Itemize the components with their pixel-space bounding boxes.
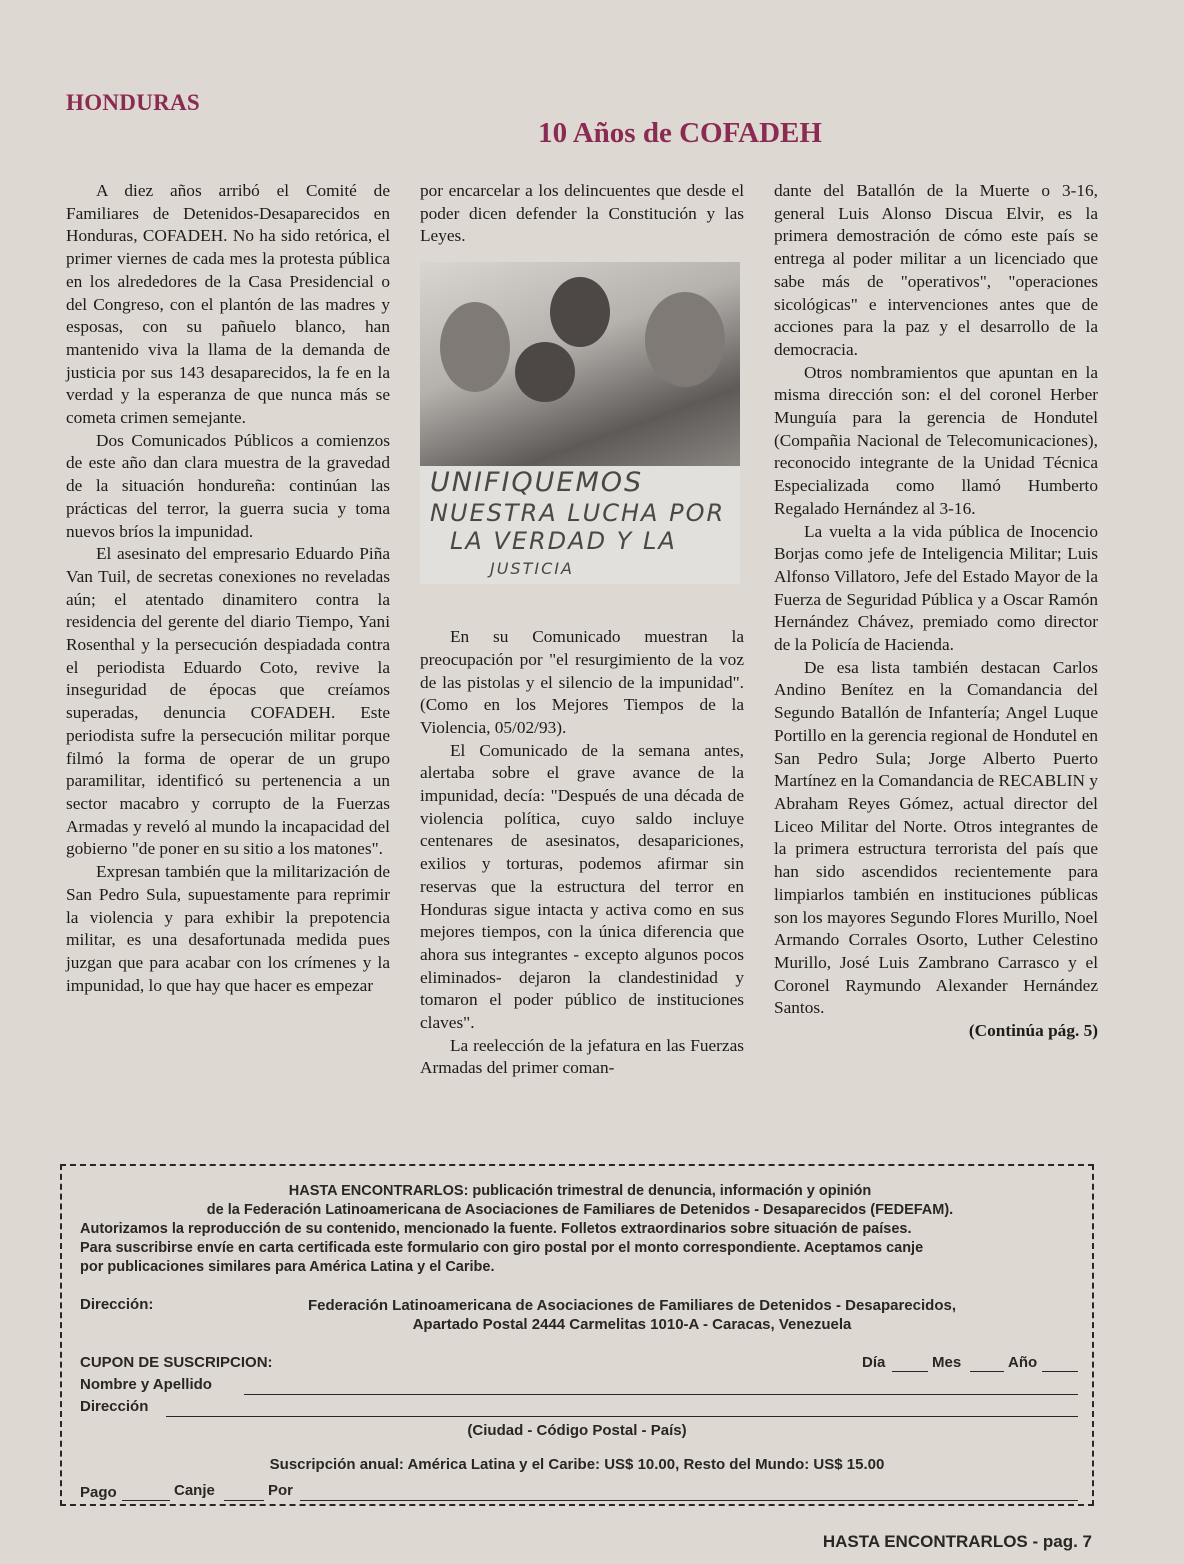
paragraph: El Comunicado de la semana antes, alertaba sobre el grave avance de la impunidad, decía: "Después de una década de violencia política, cuyo saldo incluye centenares de asesinatos, desapariciones, exilios y torturas, podemos afirmar sin reservas que la estructura del terror en Honduras sigue intacta y activa como en sus mejores tiempos, con la única diferencia que ahora sus integrantes - excepto algunos pocos eliminados- dejaron la clandestinidad y tomaron el poder público de instituciones claves".: [420, 740, 744, 1033]
coupon-line: Para suscribirse envíe en carta certificada este formulario con giro postal por el monto correspondiente. Aceptamos canje: [80, 1240, 924, 1256]
paragraph: El asesinato del empresario Eduardo Piña Van Tuil, de secretas conexiones no reveladas aún; el atentado dinamitero contra la residencia del gerente del diario Tiempo, Yani Rosenthal y la persecución despiadada contra el periodista Eduardo Coto, revive la inseguridad de épocas que creíamos superadas, denuncia COFADEH. Este periodista sufre la persecución militar porque filmó la forma de operar de un grupo paramilitar, identificó su pertenencia a un sector macabro y corrupto de la Fuerzas Armadas y reveló al mundo la incapacidad del gobierno "de poner en su sitio a los matones".: [66, 544, 390, 859]
article-title: 10 Años de COFADEH: [538, 117, 822, 149]
coupon-line: por publicaciones similares para América Latina y el Caribe.: [80, 1259, 495, 1275]
address-field-label: Dirección: [80, 1398, 149, 1415]
month-label: Mes: [932, 1354, 962, 1371]
section-label: HONDURAS: [66, 90, 201, 115]
por-field[interactable]: [300, 1500, 1078, 1501]
pago-label: Pago: [80, 1484, 117, 1501]
coupon-intro: [80, 1182, 1080, 1277]
paragraph: La vuelta a la vida pública de Inocencio Borjas como jefe de Inteligencia Militar; Luis Alfonso Villatoro, Jefe del Estado Mayor de la Fuerza de Seguridad Pública y a Oscar Ramón Hernández Chávez, premiado como director de la Policía de Hacienda.: [774, 521, 1098, 655]
paragraph: dante del Batallón de la Muerte o 3-16, general Luis Alonso Discua Elvir, es la primera demostración de cómo este país se entrega al poder militar a un licenciado que sabe más de "operativos", "operaciones sicológicas" e intervenciones antes que de acciones para la paz y el desarrollo de la democracia.: [774, 181, 1098, 359]
address-line: Federación Latinoamericana de Asociaciones de Familiares de Detenidos - Desaparecidos,: [307, 1297, 956, 1314]
sign-text: JUSTICIA: [490, 559, 574, 579]
name-field[interactable]: [244, 1394, 1078, 1395]
paragraph: La reelección de la jefatura en las Fuerzas Armadas del primer coman-: [420, 1035, 744, 1078]
coupon-heading: CUPON DE SUSCRIPCION:: [80, 1354, 273, 1371]
paragraph: De esa lista también destacan Carlos Andino Benítez en la Comandancia del Segundo Batallón de Infantería; Angel Luque Portillo en la gerencia regional de Hondutel en San Pedro Sula; Jorge Alberto Puerto Martínez en la Comandancia de RECABLIN y Abraham Reyes Gómez, actual director del Liceo Militar del Norte. Otros integrantes de la primera estructura terrorista del país que han sido ascendidos recientemente para limpiarlos también en instituciones públicas son los mayores Segundo Flores Murillo, Noel Armando Corrales Osorto, Luther Celestino Murillo, José Luis Zambrano Carrasco y el Coronel Raymundo Alexander Hernández Santos.: [774, 657, 1098, 1018]
paragraph: Dos Comunicados Públicos a comienzos de este año dan clara muestra de la gravedad de la situación hondureña: continúan las prácticas del terror, la guerra sucia y toma nuevos bríos la impunidad.: [66, 430, 390, 541]
subscription-coupon: [60, 1164, 1094, 1506]
coupon-line: Autorizamos la reproducción de su contenido, mencionado la fuente. Folletos extraordinarios sobre situación de países.: [80, 1221, 912, 1237]
column-1: [66, 180, 390, 997]
paragraph: Otros nombramientos que apuntan en la misma dirección son: el del coronel Herber Munguía para la gerencia de Hondutel (Compañia Nacional de Telecomunicaciones), reconocido integrante de la Unidad Técnica Especializada como llamó Humberto Regalado Hernández al 3-16.: [774, 362, 1098, 518]
city-postal-note: (Ciudad - Código Postal - País): [467, 1422, 687, 1439]
column-3: [774, 180, 1098, 1043]
continued-note: (Continúa pág. 5): [968, 1021, 1098, 1041]
name-label: Nombre y Apellido: [80, 1376, 212, 1393]
day-label: Día: [862, 1354, 886, 1371]
month-field[interactable]: [970, 1371, 1004, 1372]
paragraph: Expresan también que la militarización de San Pedro Sula, supuestamente para reprimir la violencia y para exhibir la prepotencia militar, es una desafortunada medida pues juzgan que para acabar con los crímenes y la impunidad, lo que hay que hacer es empezar: [66, 862, 390, 995]
coupon-line: de la Federación Latinoamericana de Asociaciones de Familiares de Detenidos - Desaparecidos (FEDEFAM).: [206, 1202, 954, 1218]
mailing-address: [202, 1296, 1062, 1334]
paragraph: A diez años arribó el Comité de Familiares de Detenidos-Desaparecidos en Honduras, COFADEH. No ha sido retórica, el primer viernes de cada mes la protesta pública en los alrededores de la Casa Presidencial o del Congreso, con el plantón de las madres y esposas, con su pañuelo blanco, han mantenido viva la llama de la demanda de justicia por sus 143 desaparecidos, la fe en la verdad y la esperanza de que nunca más se cometa crimen semejante.: [66, 181, 390, 428]
sign-text: LA VERDAD Y LA: [450, 527, 677, 556]
coupon-line: HASTA ENCONTRARLOS: publicación trimestral de denuncia, información y opinión: [288, 1183, 872, 1199]
paragraph: En su Comunicado muestran la preocupación por "el resurgimiento de la voz de las pistolas y el silencio de la impunidad". (Como en los Mejores Tiempos de la Violencia, 05/02/93).: [420, 627, 744, 737]
address-field[interactable]: [166, 1416, 1078, 1417]
protest-sign: [420, 466, 740, 584]
year-label: Año: [1008, 1354, 1038, 1371]
pago-field[interactable]: [122, 1500, 170, 1501]
sign-text: UNIFIQUEMOS: [430, 467, 644, 499]
column-2: [420, 180, 744, 1080]
canje-field[interactable]: [224, 1500, 264, 1501]
subscription-price: Suscripción anual: América Latina y el Caribe: US$ 10.00, Resto del Mundo: US$ 15.00: [269, 1456, 885, 1473]
year-field[interactable]: [1042, 1371, 1078, 1372]
canje-label: Canje: [174, 1482, 215, 1499]
direccion-label: Dirección:: [80, 1296, 154, 1313]
por-label: Por: [268, 1482, 294, 1499]
day-field[interactable]: [892, 1371, 928, 1372]
paragraph: por encarcelar a los delincuentes que desde el poder dicen defender la Constitución y las Leyes.: [420, 181, 744, 246]
page-footer: HASTA ENCONTRARLOS - pag. 7: [822, 1532, 1092, 1551]
protest-photo: [420, 262, 740, 584]
address-line: Apartado Postal 2444 Carmelitas 1010-A - Caracas, Venezuela: [412, 1316, 852, 1333]
sign-text: NUESTRA LUCHA POR: [430, 499, 726, 528]
